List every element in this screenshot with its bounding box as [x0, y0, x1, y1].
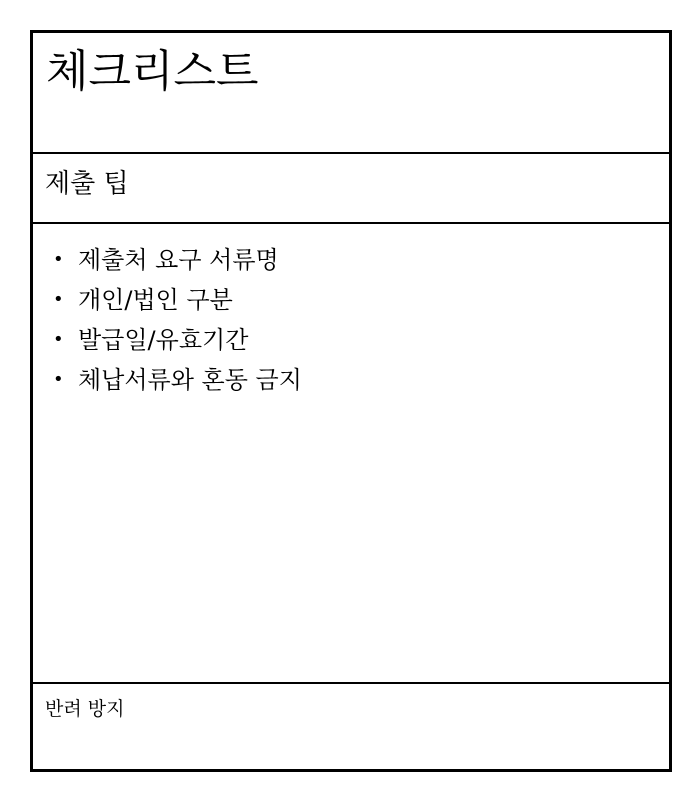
checklist-card [30, 30, 672, 772]
bullet-icon: • [53, 369, 64, 390]
tips-body [33, 224, 669, 684]
footer-section [33, 684, 669, 769]
bullet-icon: • [53, 329, 64, 350]
list-item [51, 360, 302, 400]
tip-text: 체납서류와 혼동 금지 [78, 366, 302, 394]
list-item [51, 280, 302, 320]
bullet-icon: • [53, 249, 64, 270]
section-title: 제출 팁 [45, 169, 129, 199]
tip-text: 발급일/유효기간 [78, 326, 249, 354]
footer-note: 반려 방지 [45, 698, 125, 720]
section-header [33, 154, 669, 224]
list-item [51, 320, 302, 360]
tips-list [51, 240, 302, 400]
tip-text: 개인/법인 구분 [78, 286, 233, 314]
list-item [51, 240, 302, 280]
tip-text: 제출처 요구 서류명 [78, 246, 279, 274]
header-section [33, 33, 669, 154]
bullet-icon: • [53, 289, 64, 310]
page-title: 체크리스트 [46, 46, 259, 97]
